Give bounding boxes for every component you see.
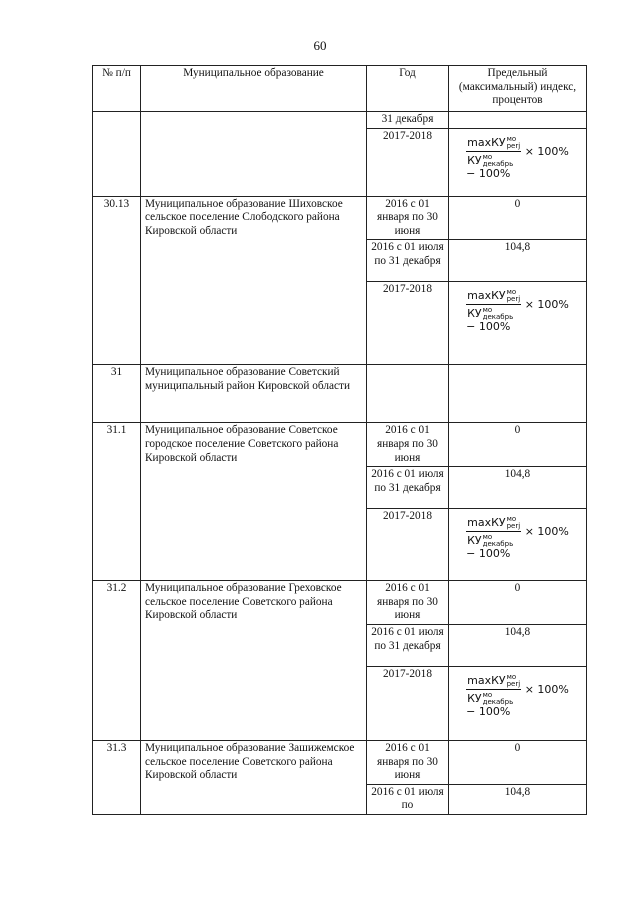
table-header-row [93, 66, 587, 112]
row-name-cell [141, 112, 367, 197]
year-cell: 2016 с 01 января по 30 июня [367, 740, 449, 784]
index-cell: 0 [449, 740, 587, 784]
year-cell: 2016 с 01 января по 30 июня [367, 423, 449, 467]
year-cell: 31 декабря [367, 112, 449, 129]
row-number: 31.2 [93, 581, 141, 741]
municipality-name: Муниципальное образование Греховское сельское поселение Советского района Кировской области [141, 581, 367, 741]
index-cell [449, 112, 587, 129]
table-row [93, 365, 587, 423]
row-number: 31.3 [93, 740, 141, 814]
year-cell: 2016 с 01 июля по 31 декабря [367, 467, 449, 509]
year-cell: 2017-2018 [367, 128, 449, 196]
header-num: № п/п [93, 66, 141, 112]
index-cell: 104,8 [449, 624, 587, 666]
table-row [93, 112, 587, 129]
tariff-index-table [92, 65, 587, 815]
header-index: Предельный (максимальный) индекс, процентов [449, 66, 587, 112]
table-row [93, 196, 587, 240]
index-formula: maxКУ мо perj КУ мо декабрь × 100% − 100% [466, 134, 569, 180]
table-row [93, 740, 587, 784]
index-formula: maxКУ мо perj КУ мо декабрь × 100% − 100% [466, 515, 569, 561]
year-cell: 2016 с 01 июля по 31 декабря [367, 240, 449, 282]
index-cell: 0 [449, 423, 587, 467]
row-number: 31 [93, 365, 141, 423]
year-cell [367, 365, 449, 423]
year-cell: 2017-2018 [367, 282, 449, 365]
index-formula-cell [449, 282, 587, 365]
index-cell: 104,8 [449, 784, 587, 814]
municipality-name: Муниципальное образование Шиховское сельское поселение Слободского района Кировской области [141, 196, 367, 365]
index-formula: maxКУ мо perj КУ мо декабрь × 100% − 100% [466, 288, 569, 334]
row-number: 31.1 [93, 423, 141, 581]
index-cell: 104,8 [449, 240, 587, 282]
index-formula: maxКУ мо perj КУ мо декабрь × 100% − 100% [466, 672, 569, 718]
index-formula-cell [449, 509, 587, 581]
table-row [93, 423, 587, 467]
header-name: Муниципальное образование [141, 66, 367, 112]
year-cell: 2016 с 01 января по 30 июня [367, 581, 449, 625]
year-cell: 2017-2018 [367, 509, 449, 581]
year-cell: 2016 с 01 января по 30 июня [367, 196, 449, 240]
page-number: 60 [313, 38, 327, 53]
year-cell: 2016 с 01 июля по 31 декабря [367, 624, 449, 666]
index-cell: 104,8 [449, 467, 587, 509]
index-cell: 0 [449, 196, 587, 240]
index-cell: 0 [449, 581, 587, 625]
table-row [93, 581, 587, 625]
index-cell [449, 365, 587, 423]
year-cell: 2016 с 01 июля по [367, 784, 449, 814]
row-num-cell [93, 112, 141, 197]
header-year: Год [367, 66, 449, 112]
municipality-name: Муниципальное образование Советский муниципальный район Кировской области [141, 365, 367, 423]
year-cell: 2017-2018 [367, 666, 449, 740]
index-formula-cell [449, 666, 587, 740]
municipality-name: Муниципальное образование Зашижемское сельское поселение Советского района Кировской области [141, 740, 367, 814]
index-formula-cell [449, 128, 587, 196]
row-number: 30.13 [93, 196, 141, 365]
municipality-name: Муниципальное образование Советское городское поселение Советского района Кировской области [141, 423, 367, 581]
